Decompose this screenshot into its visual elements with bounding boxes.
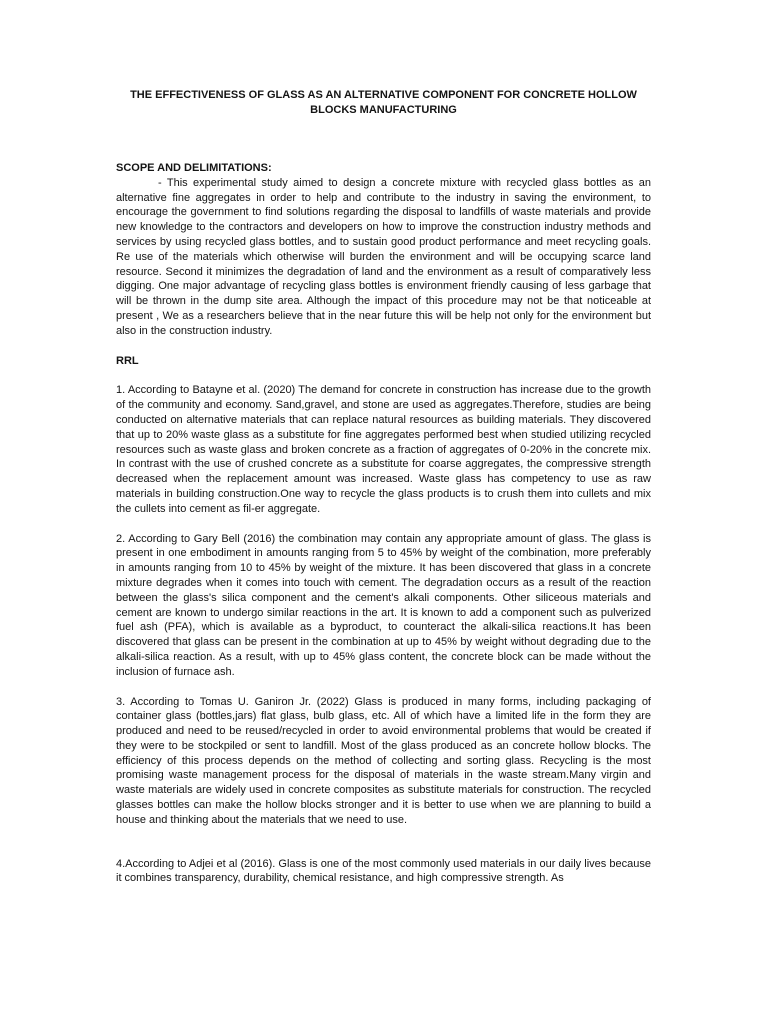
rrl-paragraph-3: 3. According to Tomas U. Ganiron Jr. (2022) Glass is produced in many forms, including packaging of container glass (bottles,jars) flat glass, bulb glass, etc. All of which have a limited life in the form they are produced and need to be reused/recycled in order to avoid environmental problems that would be created if they were to be stockpiled or sent to landfill. Most of the glass produced as an concrete hollow blocks. The efficiency of this process depends on the method of collecting and sorting glass. Recycling is the most promising waste management process for the disposal of materials in the waste stream.Many virgin and waste materials are widely used in concrete composites as substitute materials for construction. The recycled glasses bottles can make the hollow blocks stronger and it is better to use when we are planning to build a house and thinking about the materials that we need to use. <box>116 695 651 826</box>
rrl-paragraph-4: 4.According to Adjei et al (2016). Glass is one of the most commonly used materials in our daily lives because it combines transparency, durability, chemical resistance, and high compressive strength. As <box>116 857 651 885</box>
scope-heading: SCOPE AND DELIMITATIONS: <box>116 162 272 174</box>
document-title: THE EFFECTIVENESS OF GLASS AS AN ALTERNATIVE COMPONENT FOR CONCRETE HOLLOW BLOCKS MANUFACTURING <box>130 89 637 116</box>
rrl-heading: RRL <box>116 354 139 367</box>
rrl-paragraph-1: 1. According to Batayne et al. (2020) The demand for concrete in construction has increase due to the growth of the community and economy. Sand,gravel, and stone are used as aggregates.Therefore, studies are being conducted on alternative materials that can replace natural resources as building materials. They discovered that up to 20% waste glass as a substitute for fine aggregates performed best when studied utilizing recycled resources such as waste glass and broken concrete as a fraction of aggregates of 0-20% in the concrete mix. In contrast with the use of crushed concrete as a substitute for coarse aggregates, the compressive strength decreased when the replacement amount was increased. Waste glass has competency to use as raw materials in building construction.One way to recycle the glass products is to crush them into cullets and mix the cullets into cement as fil-er aggregate. <box>116 384 651 515</box>
rrl-paragraph-2: 2. According to Gary Bell (2016) the combination may contain any appropriate amount of glass. The glass is present in one embodiment in amounts ranging from 5 to 45% by weight of the combination, more preferably in amounts ranging from 10 to 45% by weight of the mixture. It has been discovered that glass in a concrete mixture degrades when it comes into touch with cement. The degradation occurs as a result of the reaction between the glass's silica component and the cement's alkali components. Other siliceous materials and cement are known to undergo similar reactions in the art. It is known to add a component such as pulverized fuel ash (PFA), which is available as a byproduct, to counteract the alkali-silica reactions.It has been discovered that glass can be present in the combination at up to 45% by weight without degrading due to the alkali-silica reaction. As a result, with up to 45% glass content, the concrete block can be made without the inclusion of furnace ash. <box>116 532 651 678</box>
scope-paragraph <box>116 176 651 339</box>
scope-paragraph-text: - This experimental study aimed to design a concrete mixture with recycled glass bottles as an alternative fine aggregates in order to help and contribute to the industry in saving the environment, to encourage the government to find solutions regarding the disposal to landfills of waste materials and provide new knowledge to the contractors and developers on how to improve the construction industry methods and services by using recycled glass bottles, and to sustain good product performance and meet recycling goals. Re use of the materials which otherwise will burden the environment and will be occupying scarce land resource. Second it minimizes the degradation of land and the environment as a result of comparatively less digging. One major advantage of recycling glass bottles is environment friendly causing of less garbage that will be thrown in the dump site area. Although the impact of this procedure may not be that noticeable at present , We as a researchers believe that in the near future this will be help not only for the environment but also in the construction industry. <box>116 176 651 337</box>
